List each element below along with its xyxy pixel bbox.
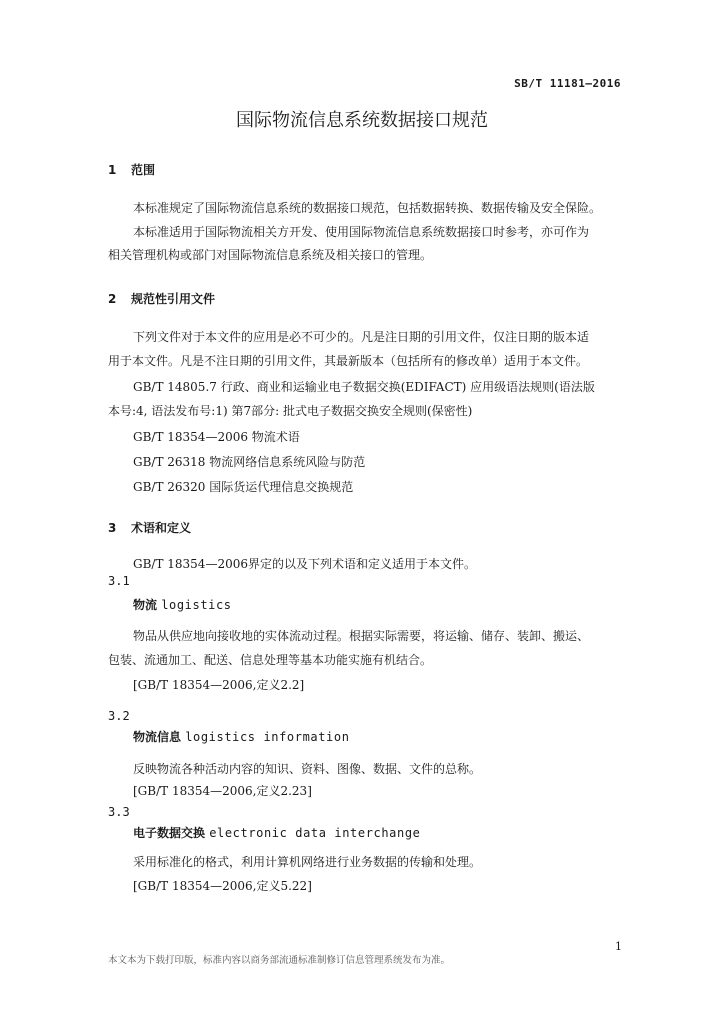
reference-item: GB/T 14805.7 行政、商业和运输业电子数据交换(EDIFACT) 应用级语法规则(语法版 — [133, 380, 595, 394]
term-cn: 物流 — [133, 598, 158, 612]
term-number: 3.2 — [108, 709, 130, 723]
term-definition-line-1: 采用标准化的格式，利用计算机网络进行业务数据的传输和处理。 — [133, 855, 482, 869]
section-2-heading — [108, 290, 215, 307]
term-source: [GB/T 18354—2006,定义5.22] — [133, 879, 312, 893]
term-definition-line-2: 包装、流通加工、配送、信息处理等基本功能实施有机结合。 — [108, 653, 433, 667]
term-cn: 电子数据交换 — [133, 826, 206, 840]
reference-item: GB/T 26318 物流网络信息系统风险与防范 — [133, 455, 366, 469]
term-definition-line-1: 物品从供应地向接收地的实体流动过程。根据实际需要，将运输、储存、装卸、搬运、 — [133, 629, 590, 643]
document-title: 国际物流信息系统数据接口规范 — [236, 110, 488, 131]
section-2-title: 规范性引用文件 — [131, 292, 216, 306]
section-1-number: 1 — [108, 163, 117, 177]
section-1-paragraph-1: 本标准规定了国际物流信息系统的数据接口规范，包括数据转换、数据传输及安全保险。 — [133, 201, 602, 215]
section-2-paragraph-line-1: 下列文件对于本文件的应用是必不可少的。凡是注日期的引用文件，仅注日期的版本适 — [133, 330, 590, 344]
term-source: [GB/T 18354—2006,定义2.2] — [133, 678, 305, 692]
reference-item: GB/T 18354—2006 物流术语 — [133, 430, 300, 444]
term-en: logistics information — [185, 730, 350, 744]
section-1-title: 范围 — [131, 163, 156, 177]
term-source: [GB/T 18354—2006,定义2.23] — [133, 784, 312, 798]
reference-item: GB/T 26320 国际货运代理信息交换规范 — [133, 480, 354, 494]
section-3-title: 术语和定义 — [131, 521, 192, 535]
reference-item: 本号:4, 语法发布号:1) 第7部分: 批式电子数据交换安全规则(保密性) — [108, 404, 473, 418]
term-number: 3.3 — [108, 805, 130, 819]
term-heading — [133, 824, 420, 841]
term-heading — [133, 596, 232, 613]
standard-number: SB/T 11181—2016 — [514, 77, 621, 90]
term-number: 3.1 — [108, 574, 130, 588]
section-2-number: 2 — [108, 292, 117, 306]
term-heading — [133, 728, 350, 745]
page-number: 1 — [615, 940, 622, 953]
section-1-paragraph-2-line-1: 本标准适用于国际物流相关方开发、使用国际物流信息系统数据接口时参考，亦可作为 — [133, 225, 590, 239]
term-cn: 物流信息 — [133, 730, 182, 744]
section-1-paragraph-2-line-2: 相关管理机构或部门对国际物流信息系统及相关接口的管理。 — [108, 248, 433, 262]
term-definition-line-1: 反映物流各种活动内容的知识、资料、图像、数据、文件的总称。 — [133, 762, 482, 776]
term-en: electronic data interchange — [209, 826, 421, 840]
term-en: logistics — [161, 598, 232, 612]
section-3-number: 3 — [108, 521, 117, 535]
section-2-paragraph-line-2: 用于本文件。凡是不注日期的引用文件，其最新版本（包括所有的修改单）适用于本文件。 — [108, 354, 589, 368]
section-3-intro: GB/T 18354—2006界定的以及下列术语和定义适用于本文件。 — [133, 557, 476, 571]
section-3-heading — [108, 519, 191, 536]
section-1-heading — [108, 161, 155, 178]
footer-note: 本文本为下载打印版，标准内容以商务部流通标准制修订信息管理系统发布为准。 — [108, 955, 451, 966]
